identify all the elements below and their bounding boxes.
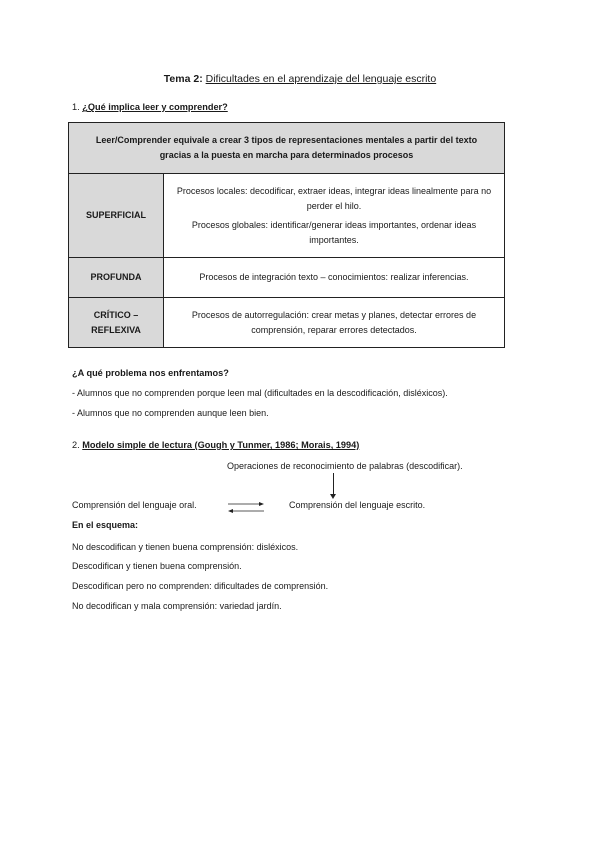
diagram-left-label: Comprensión del lenguaje oral. xyxy=(72,500,197,510)
row-content xyxy=(164,298,505,348)
list-item: Descodifican y tienen buena comprensión. xyxy=(72,561,242,571)
down-arrow-icon xyxy=(330,494,336,499)
problem-question: ¿A qué problema nos enfrentamos? xyxy=(72,368,229,378)
table-row xyxy=(69,258,505,298)
scheme-title: En el esquema: xyxy=(72,520,139,530)
list-item: Descodifican pero no comprenden: dificultades de comprensión. xyxy=(72,581,329,591)
title-prefix: Tema 2: xyxy=(163,73,203,85)
table-row xyxy=(69,174,505,258)
row-content xyxy=(164,174,505,258)
list-item: - Alumnos que no comprenden porque leen mal (dificultades en la descodificación, disléxicos). xyxy=(72,388,448,398)
title-text: Dificultades en el aprendizaje del lenguaje escrito xyxy=(205,73,437,85)
row-text: Procesos de autorregulación: crear metas y planes, detectar errores de comprensión, reparar errores detectados. xyxy=(191,309,477,335)
document-title xyxy=(0,73,600,85)
down-arrow-line xyxy=(333,473,334,495)
bidirectional-arrows-icon xyxy=(226,499,266,515)
reading-levels-table xyxy=(68,122,505,348)
row-label: PROFUNDA xyxy=(69,258,164,298)
table-row xyxy=(69,298,505,348)
section-2-number: 2. xyxy=(72,440,80,450)
row-text: Procesos globales: identificar/generar ideas importantes, ordenar ideas importantes. xyxy=(191,219,477,245)
section-1-heading xyxy=(72,102,228,112)
row-label: SUPERFICIAL xyxy=(69,174,164,258)
list-item: - Alumnos que no comprenden aunque leen bien. xyxy=(72,408,269,418)
list-item: No descodifican y tienen buena comprensión: disléxicos. xyxy=(72,542,299,552)
section-1-number: 1. xyxy=(72,102,80,112)
row-label: CRÍTICO – REFLEXIVA xyxy=(69,298,164,348)
section-2-title: Modelo simple de lectura (Gough y Tunmer, 1986; Morais, 1994) xyxy=(82,440,360,450)
section-2-heading xyxy=(72,440,359,450)
section-1-title: ¿Qué implica leer y comprender? xyxy=(82,102,228,112)
row-content xyxy=(164,258,505,298)
table-header: Leer/Comprender equivale a crear 3 tipos de representaciones mentales a partir del texto gracias a la puesta en marcha para determinados procesos xyxy=(69,123,505,174)
row-text: Procesos de integración texto – conocimientos: realizar inferencias. xyxy=(199,272,469,282)
table-header-row xyxy=(69,123,505,174)
list-item: No decodifican y mala comprensión: variedad jardín. xyxy=(72,601,282,611)
diagram-top-label: Operaciones de reconocimiento de palabras (descodificar). xyxy=(227,461,463,471)
diagram-right-label: Comprensión del lenguaje escrito. xyxy=(289,500,426,510)
row-text: Procesos locales: decodificar, extraer ideas, integrar ideas linealmente para no perder el hilo. xyxy=(176,185,492,211)
